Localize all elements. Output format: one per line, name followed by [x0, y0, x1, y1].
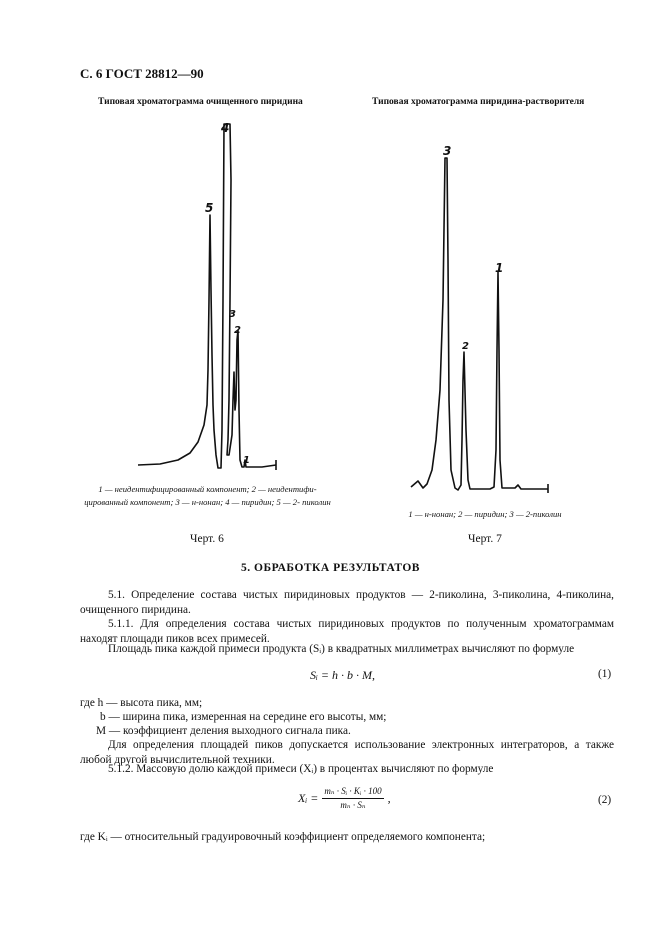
where-b: b — ширина пика, измеренная на середине его высоты, мм; — [100, 711, 387, 723]
chart-left-legend: 1 — неидентифицированный компонент; 2 — неидентифи- цированный компонент; 3 — н-нонан; 4 — пиридин; 5 — 2- пиколин — [84, 484, 331, 507]
chart-left-peak-label-2: 2 — [234, 325, 241, 336]
chart-right-peak-label-1: 1 — [495, 261, 504, 275]
chart-left-peak-label-1: 1 — [243, 455, 250, 466]
where-k: где Kᵢ — относительный градуировочный коэффициент определяемого компонента; — [80, 831, 486, 843]
page-header: С. 6 ГОСТ 28812—90 — [80, 66, 204, 81]
chart-right-caption: Черт. 7 — [468, 533, 502, 545]
paragraph-5-1-2: 5.1.2. Массовую долю каждой примеси (Xᵢ) в процентах вычисляют по формуле — [108, 763, 494, 775]
section-title: 5. ОБРАБОТКА РЕЗУЛЬТАТОВ — [241, 562, 420, 574]
where-m: M — коэффициент деления выходного сигнала пика. — [96, 725, 351, 737]
chart-right-legend: 1 — н-нонан; 2 — пиридин; 3 — 2-пиколин — [408, 509, 562, 519]
formula-2-numerator: mₙ · Sᵢ · Kᵢ · 100 — [322, 786, 383, 799]
formula-2-lhs: Xᵢ = — [298, 791, 319, 806]
formula-2-number: (2) — [598, 794, 612, 806]
paragraph-integrators: Для определения площадей пиков допускается использование электронных интеграторов, а также любой другой вычислительной техники. — [80, 739, 614, 766]
chromatogram-left-trace — [138, 124, 276, 468]
chart-left-peak-label-5: 5 — [205, 201, 214, 215]
chart-right-peak-label-2: 2 — [462, 341, 469, 352]
formula-1-number: (1) — [598, 668, 612, 680]
formula-2-fraction — [322, 786, 383, 811]
paragraph-area-formula-intro: Площадь пика каждой примеси продукта (Sᵢ) в квадратных миллиметрах вычисляют по формуле — [108, 643, 575, 655]
paragraph-5-1-1: 5.1.1. Для определения состава чистых пиридиновых продуктов по полученным хроматограммам находят площади пиков всех примесей. — [80, 618, 614, 645]
chart-left-peak-label-4: 4 — [221, 121, 230, 135]
formula-2-denominator: mₙ · Sₙ — [340, 800, 366, 810]
where-h: где h — высота пика, мм; — [80, 697, 203, 709]
chart-right-peak-label-3: 3 — [443, 144, 452, 158]
formula-2-tail: , — [387, 791, 391, 806]
chart-left-peak-label-3: 3 — [229, 309, 236, 320]
chart-left-caption: Черт. 6 — [190, 533, 224, 545]
paragraph-5-1: 5.1. Определение состава чистых пиридиновых продуктов — 2-пиколина, 3-пиколина, 4-пиколина, очищенного пиридина. — [80, 589, 614, 616]
chromatogram-right-trace — [411, 158, 548, 490]
chart-right-title: Типовая хроматограмма пиридина-растворителя — [372, 97, 585, 107]
formula-1: Sᵢ = h · b · M, — [310, 668, 375, 682]
chart-left-title: Типовая хроматограмма очищенного пиридина — [98, 97, 303, 107]
formula-2 — [298, 786, 391, 811]
